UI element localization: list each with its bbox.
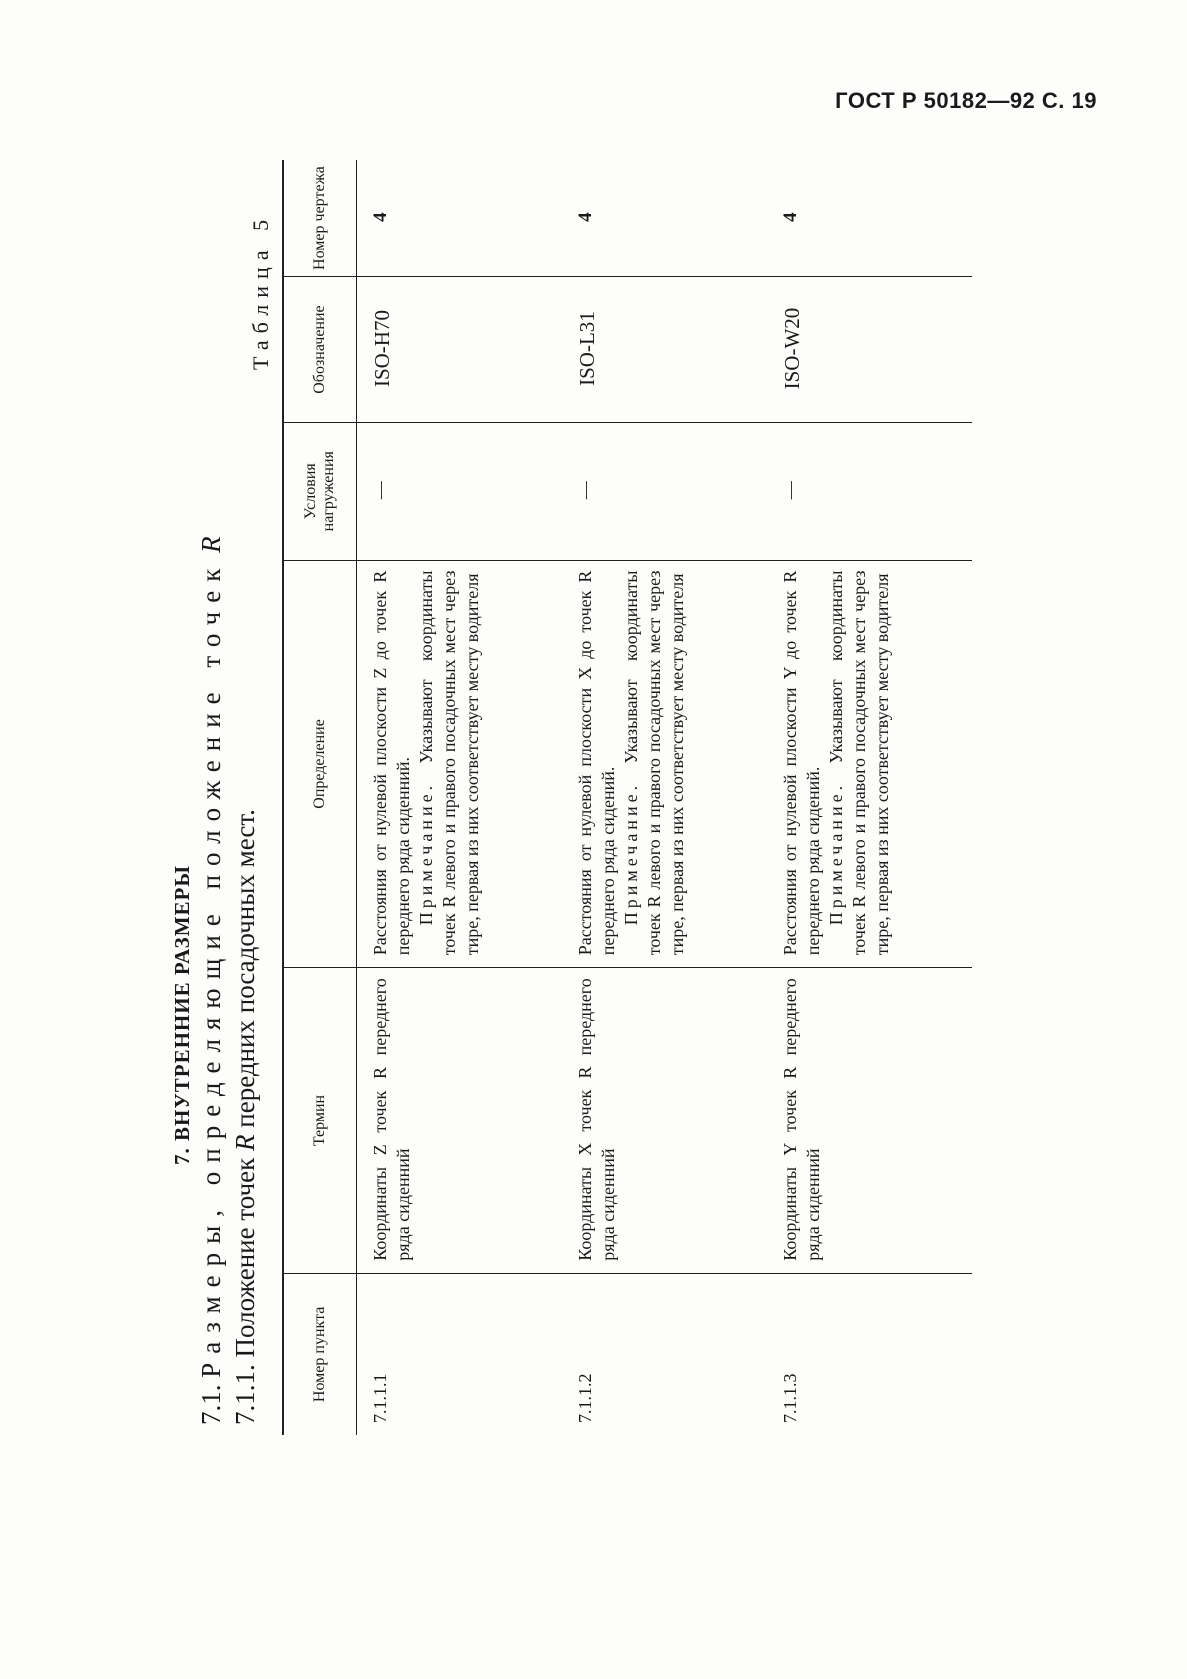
row-designation: ISO-H70 (357, 277, 562, 423)
note-text: Указывают координаты точек R левого и правого посадочных мест через тире, первая из них соответствует месту водителя (620, 570, 687, 956)
row-num: 7.1.1.1 (370, 1373, 390, 1423)
header-num: Номер пункта (283, 1273, 357, 1435)
definition-main: Расстояния от нулевой плоскости Y до точек R переднего ряда сидений. (779, 570, 823, 956)
row-num: 7.1.1.2 (574, 1373, 595, 1423)
definition-note (620, 571, 689, 956)
subsection-7-1-number: 7.1. (196, 1384, 226, 1425)
note-label: Примечание. (416, 781, 437, 926)
subsection-7-1-1-var: R (230, 1134, 260, 1151)
row-definition (767, 560, 972, 968)
table-row (357, 160, 562, 1435)
definition-note (415, 571, 484, 956)
definition-note (825, 571, 894, 956)
table-caption: Таблица 5 (248, 212, 273, 370)
row-drawing: 4 (357, 160, 562, 277)
definition-main: Расстояния от нулевой плоскости X до точек R переднего ряда сидений. (574, 570, 618, 956)
row-term: Координаты X точек R переднего ряда сиденний (562, 968, 767, 1273)
row-conditions: — (357, 422, 562, 560)
row-designation: ISO-W20 (767, 277, 972, 423)
row-num: 7.1.1.3 (779, 1373, 800, 1423)
row-drawing: 4 (767, 160, 972, 277)
header-conditions: Условия нагружения (283, 422, 357, 560)
header-designation: Обозначение (283, 277, 357, 423)
row-conditions: — (562, 422, 767, 560)
subsection-7-1-text: Размеры, определяющие положение точек (196, 559, 226, 1378)
header-drawing: Номер чертежа (283, 160, 357, 277)
rotated-page-content (170, 165, 1070, 1565)
row-drawing: 4 (562, 160, 767, 277)
row-definition (357, 560, 562, 968)
subsection-7-1-1-number: 7.1.1. (230, 1364, 260, 1425)
header-definition: Определение (283, 560, 357, 968)
row-term: Координаты Z точек R переднего ряда сиденний (357, 968, 562, 1273)
note-text: Указывают координаты точек R левого и правого посадочных мест через тире, первая из них соответствует месту водителя (825, 570, 892, 956)
row-definition (562, 560, 767, 968)
note-text: Указывают координаты точек R левого и правого посадочных мест через тире, первая из них соответствует месту водителя (416, 570, 483, 956)
section-title: 7. ВНУТРЕННИЕ РАЗМЕРЫ (170, 865, 194, 1165)
row-designation: ISO-L31 (562, 277, 767, 423)
page-header: ГОСТ Р 50182—92 С. 19 (835, 88, 1097, 113)
subsection-7-1-1-text-b: передних посадочных мест. (230, 809, 260, 1128)
subsection-7-1-1 (230, 809, 261, 1425)
header-term: Термин (283, 968, 357, 1273)
note-label: Примечание. (620, 781, 641, 926)
table-header-row (283, 160, 357, 1435)
definition-main: Расстояния от нулевой плоскости Z до точек R переднего ряда сиденний. (370, 570, 414, 956)
subsection-7-1 (196, 536, 227, 1425)
note-label: Примечание. (825, 781, 846, 926)
row-term: Координаты Y точек R переднего ряда сиденний (767, 968, 972, 1273)
row-conditions: — (767, 422, 972, 560)
definitions-table (282, 160, 972, 1435)
table-row (562, 160, 767, 1435)
subsection-7-1-var: R (196, 536, 226, 553)
table-row (767, 160, 972, 1435)
subsection-7-1-1-text-a: Положение точек (230, 1157, 260, 1358)
